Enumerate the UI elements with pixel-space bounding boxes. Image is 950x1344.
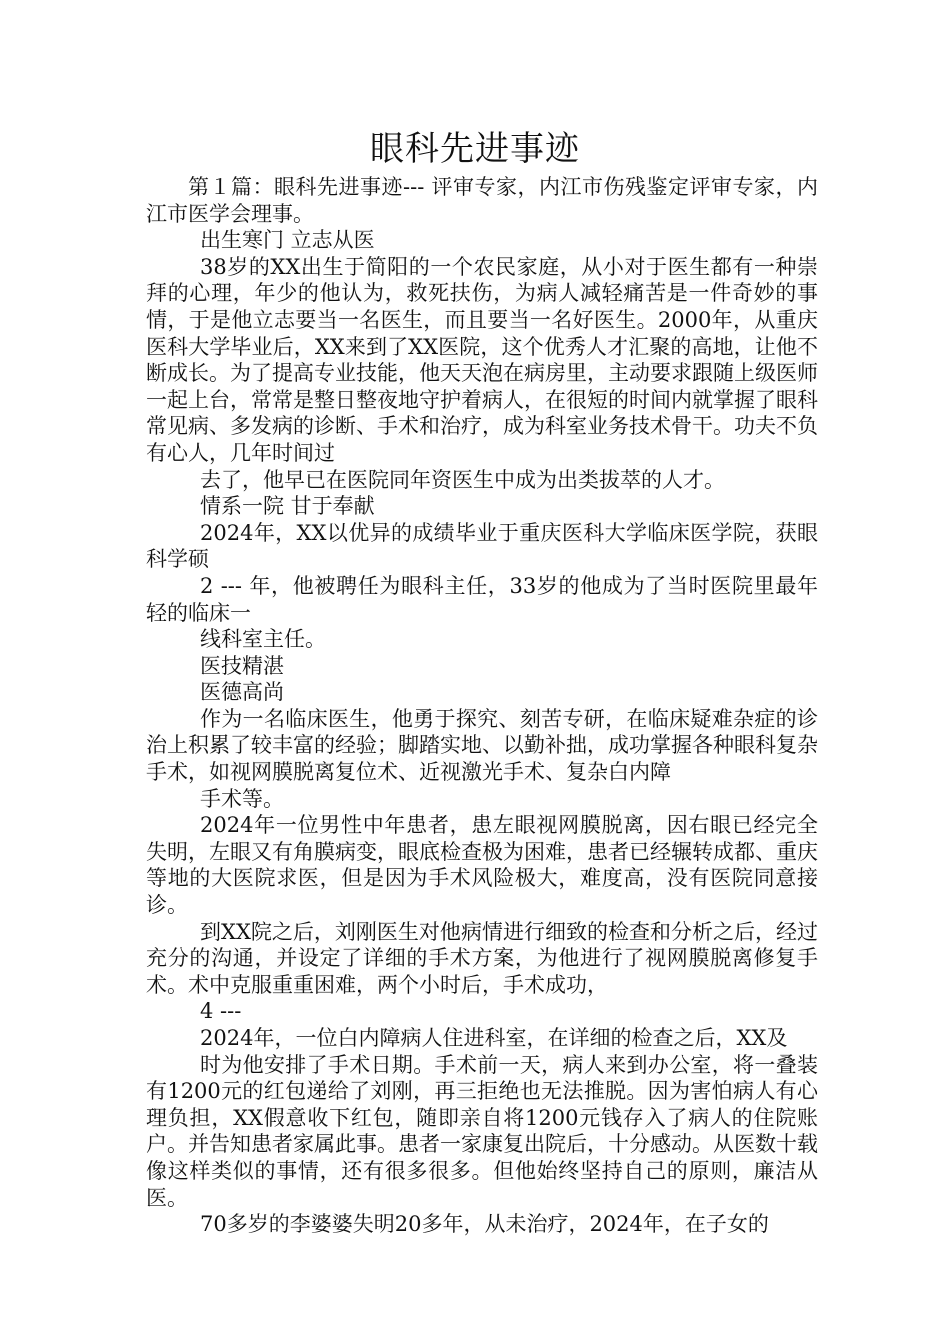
paragraph: 到XX院之后，刘刚医生对他病情进行细致的检查和分析之后，经过充分的沟通，并设定了详细的手术方案，为他进行了视网膜脱离修复手术。术中克服重重困难，两个小时后，手术成功， [146, 919, 818, 997]
paragraph: 手术等。 [200, 786, 284, 811]
paragraph: 4 --- [200, 999, 242, 1024]
paragraph: 医德高尚 [200, 680, 284, 705]
paragraph: 2024年，XX以优异的成绩毕业于重庆医科大学临床医学院，获眼科学硕 [146, 520, 818, 572]
paragraph: 情系一院 甘于奉献 [200, 494, 375, 519]
paragraph: 2 --- 年，他被聘任为眼科主任，33岁的他成为了当时医院里最年轻的临床一 [146, 573, 818, 625]
paragraph: 第１篇：眼科先进事迹--- 评审专家，内江市伤残鉴定评审专家，内江市医学会理事。 [146, 175, 818, 226]
paragraph: 作为一名临床医生，他勇于探究、刻苦专研，在临床疑难杂症的诊治上积累了较丰富的经验；脚踏实地、以勤补拙，成功掌握各种眼科复杂手术，如视网膜脱离复位术、近视激光手术、复杂白内障 [146, 706, 818, 785]
paragraph: 38岁的XX出生于简阳的一个农民家庭，从小对于医生都有一种崇拜的心理，年少的他认为，救死扶伤，为病人减轻痛苦是一件奇妙的事情，于是他立志要当一名医生，而且要当一名好医生。2000年，从重庆医科大学毕业后，XX来到了XX医院，这个优秀人才汇聚的高地，让他不断成长。为了提高专业技能，他天天泡在病房里，主动要求跟随上级医师一起上台，常常是整日整夜地守护着病人，在很短的时间内就掌握了眼科常见病、多发病的诊断、手术和治疗，成为科室业务技术骨干。功夫不负有心人，几年时间过 [146, 254, 818, 465]
paragraph: 线科室主任。 [200, 627, 326, 652]
document-title: 眼科先进事迹 [370, 129, 580, 169]
paragraph: 医技精湛 [200, 653, 284, 678]
paragraph: 时为他安排了手术日期。手术前一天，病人来到办公室，将一叠装有1200元的红包递给了刘刚，再三拒绝也无法推脱。因为害怕病人有心理负担，XX假意收下红包，随即亲自将1200元钱存入了病人的住院账户。并告知患者家属此事。患者一家康复出院后，十分感动。从医数十载像这样类似的事情，还有很多很多。但他始终坚持自己的原则，廉洁从医。 [146, 1052, 818, 1210]
paragraph: 2024年一位男性中年患者，患左眼视网膜脱离，因右眼已经完全失明，左眼又有角膜病变，眼底检查极为困难，患者已经辗转成都、重庆等地的大医院求医，但是因为手术风险极大，难度高，没有医院同意接诊。 [146, 813, 818, 918]
paragraph: 2024年，一位白内障病人住进科室，在详细的检查之后，XX及 [200, 1026, 788, 1050]
paragraph: 去了，他早已在医院同年资医生中成为出类拔萃的人才。 [200, 467, 725, 492]
document-body [146, 174, 818, 1238]
paragraph: 70多岁的李婆婆失明20多年，从未治疗，2024年，在子女的 [200, 1212, 769, 1237]
paragraph: 出生寒门 立志从医 [200, 228, 375, 253]
